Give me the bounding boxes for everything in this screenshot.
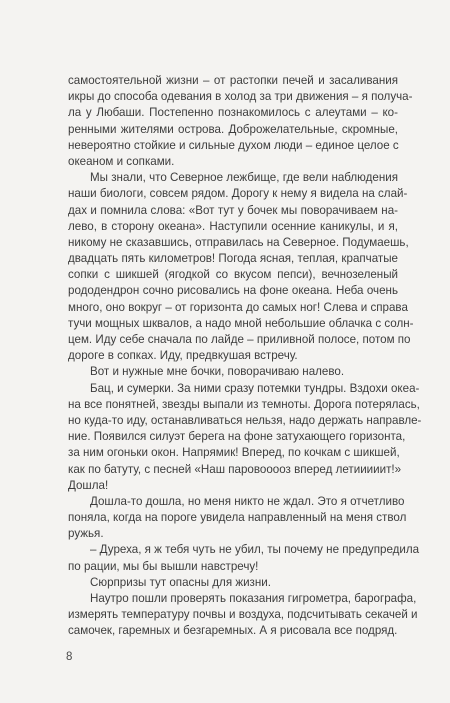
text-line: ружья. [68, 527, 104, 541]
text-line: тучи мощных шквалов, а надо мной небольшие облачка с солн- [68, 316, 414, 330]
text-line: ла у Любаши. Постепенно познакомилось с алеутами – ко- [68, 106, 398, 120]
text-line: поняла, когда на пороге увидела направленный на меня ствол [68, 511, 407, 525]
text-line: двадцать пять километров! Погода ясная, теплая, крапчатые [68, 252, 398, 266]
text-line: самостоятельной жизни – от растопки печей и засаливания [68, 74, 398, 87]
text-line: по рации, мы бы вышли навстречу! [68, 559, 259, 573]
text-line: Дошла-то дошла, но меня никто не ждал. Это я отчетливо [90, 494, 405, 508]
text-line: Наутро пошли проверять показания гигрометра, барографа, [90, 592, 417, 605]
text-line: рододендрон сочно рисовались на фоне океана. Неба очень [68, 284, 398, 298]
text-line: за ним огоньки окон. Напрямик! Вперед, по кочкам с шикшей, [68, 446, 400, 460]
text-line: дороге в сопках. Иду, предвкушая встречу. [68, 349, 298, 363]
text-line: Мы знали, что Северное лежбище, где вели наблюдения [90, 171, 398, 185]
text-line: Дошла! [68, 478, 109, 492]
text-line: икры до способа одевания в холод за три движения – я получа- [68, 90, 413, 104]
text-line: Вот и нужные мне бочки, поворачиваю налево. [90, 365, 345, 379]
body-text [68, 73, 422, 640]
text-line: сопки с шикшей (ягодкой со вкусом пепси), вечнозеленый [68, 268, 398, 282]
text-line: лево, в сторону океана». Наступили осенние каникулы, и я, [68, 219, 398, 233]
text-line: ние. Появился силуэт берега на фоне затухающего горизонта, [68, 430, 406, 444]
text-line: ренными жителями острова. Доброжелательные, скромные, [68, 122, 398, 136]
text-line: самочек, гаремных и безгаремных. А я рисовала все подряд. [68, 624, 398, 638]
text-line: много, оно вокруг – от горизонта до самых ног! Слева и справа [68, 300, 408, 314]
text-line: Бац, и сумерки. За ними сразу потемки тундры. Вздохи океа- [90, 381, 420, 395]
text-line: дах и помнила слова: «Вот тут у бочек мы поворачиваем на- [68, 203, 398, 217]
text-line: никому не сказавшись, отправилась на Северное. Подумаешь, [68, 235, 409, 249]
text-line: измерять температуру почвы и воздуха, подсчитывать секачей и [68, 608, 418, 622]
text-line: как по батуту, с песней «Наш паровооооз вперед летииииит!» [68, 462, 402, 476]
text-line: на все понятней, звезды выпали из темноты. Дорога потерялась, [68, 397, 420, 411]
text-line: но куда-то иду, останавливаться нельзя, надо держать направле- [68, 413, 422, 427]
text-line: невероятно стойкие и сильные духом люди – единое целое с [68, 138, 399, 152]
page-number: 8 [66, 651, 73, 663]
text-line: – Дуреха, я ж тебя чуть не убил, ты почему не предупредила [90, 543, 420, 557]
text-line: Сюрпризы тут опасны для жизни. [90, 575, 271, 589]
text-line: наши биологи, совсем рядом. Дорогу к нему я видела на слай- [68, 187, 408, 201]
text-line: океаном и сопками. [68, 154, 175, 168]
text-line: цем. Иду себе сначала по лайде – приливной полосе, потом по [68, 333, 411, 346]
